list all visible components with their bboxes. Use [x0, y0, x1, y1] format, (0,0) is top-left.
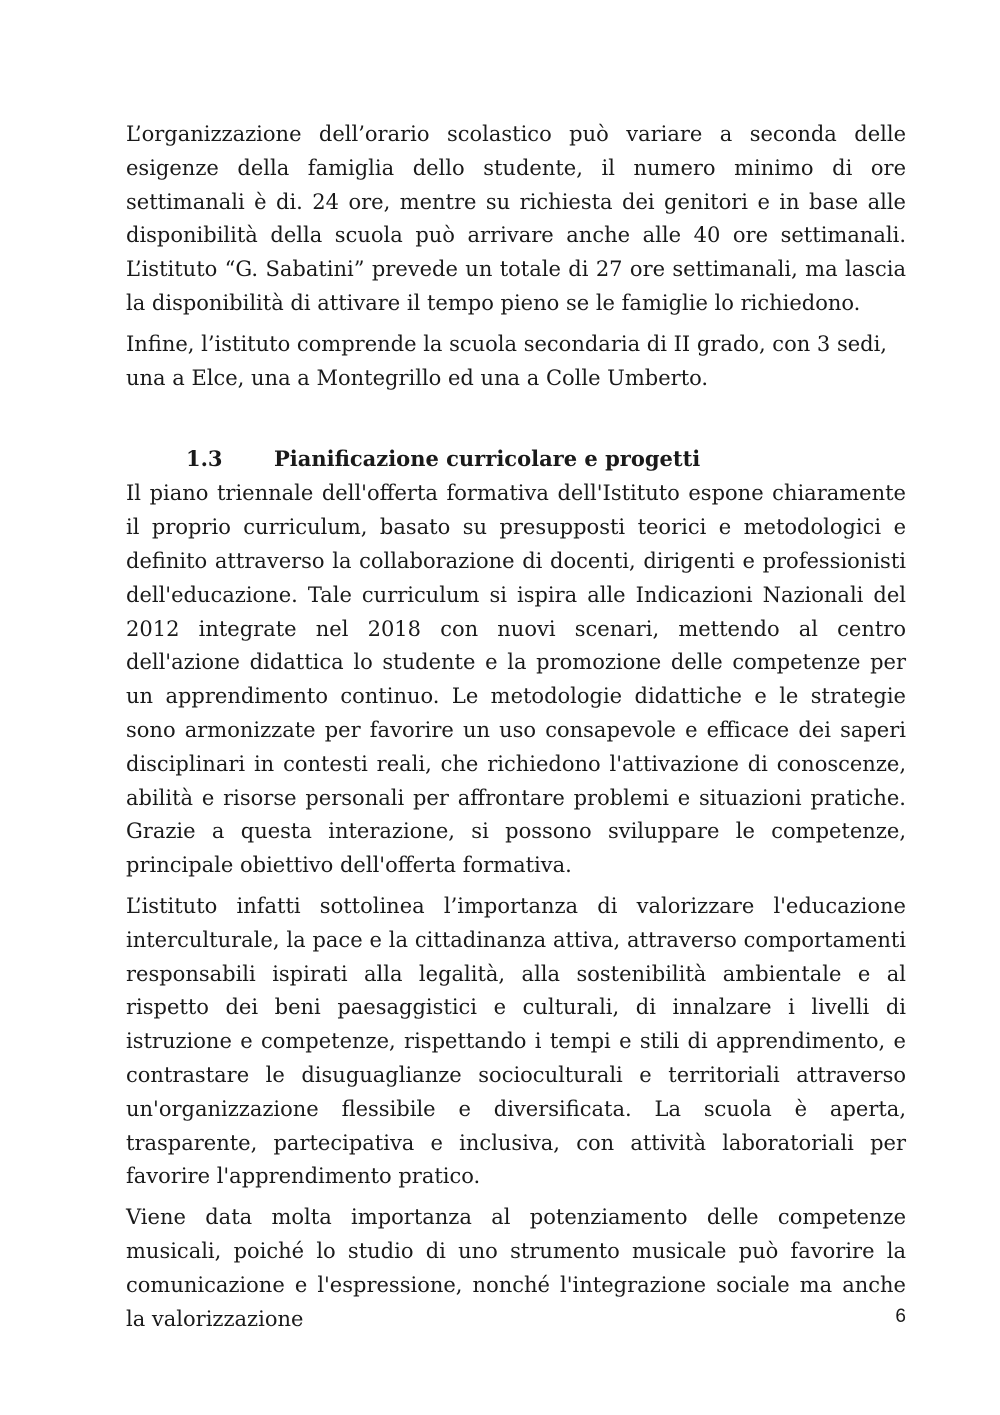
paragraph-orario: L’organizzazione dell’orario scolastico può variare a seconda delle esigenze della famiglia dello studente, il numero minimo di ore settimanali è di. 24 ore, mentre su richiesta dei genitori e in base alle disponibilità della scuola può arrivare anche alle 40 ore settimanali. L’istituto “G. Sabatini” prevede un totale di 27 ore settimanali, ma lascia la disponibilità di attivare il tempo pieno se le famiglie lo richiedono. — [126, 122, 906, 315]
paragraph-curriculum: Il piano triennale dell'offerta formativa dell'Istituto espone chiaramente il proprio curriculum, basato su presupposti teorici e metodologici e definito attraverso la collaborazione di docenti, dirigenti e professionisti dell'educazione. Tale curriculum si ispira alle Indicazioni Nazionali del 2012 integrate nel 2018 con nuovi scenari, mettendo al centro dell'azione didattica lo studente e la promozione delle competenze per un apprendimento continuo. Le metodologie didattiche e le strategie sono armonizzate per favorire un uso consapevole e efficace dei saperi disciplinari in contesti reali, che richiedono l'attivazione di conoscenze, abilità e risorse personali per affrontare problemi e situazioni pratiche. Grazie a questa interazione, si possono sviluppare le competenze, principale obiettivo dell'offerta formativa. — [126, 481, 906, 878]
paragraph-musicali: Viene data molta importanza al potenziamento delle competenze musicali, poiché lo studio di uno strumento musicale può favorire la comunicazione e l'espressione, nonché l'integrazione sociale ma anche la valorizzazione — [126, 1205, 906, 1331]
paragraph-valorizzare: L’istituto infatti sottolinea l’importanza di valorizzare l'educazione interculturale, la pace e la cittadinanza attiva, attraverso comportamenti responsabili ispirati alla legalità, alla sostenibilità ambientale e al rispetto dei beni paesaggistici e culturali, di innalzare i livelli di istruzione e competenze, rispettando i tempi e stili di apprendimento, e contrastare le disuguaglianze socioculturali e territoriali attraverso un'organizzazione flessibile e diversificata. La scuola è aperta, trasparente, partecipativa e inclusiva, con attività laboratoriali per favorire l'apprendimento pratico. — [126, 893, 906, 1189]
paragraph-sedi: Infine, l’istituto comprende la scuola secondaria di II grado, con 3 sedi, una a Elce, una a Montegrillo ed una a Colle Umberto. — [126, 331, 887, 390]
page-number: 6 — [895, 1306, 906, 1327]
section-spacer — [126, 402, 906, 442]
section-heading — [126, 442, 906, 475]
document-page — [126, 118, 906, 1343]
section-number: 1.3 — [186, 446, 223, 472]
section-title: Pianificazione curricolare e progetti — [274, 446, 701, 472]
